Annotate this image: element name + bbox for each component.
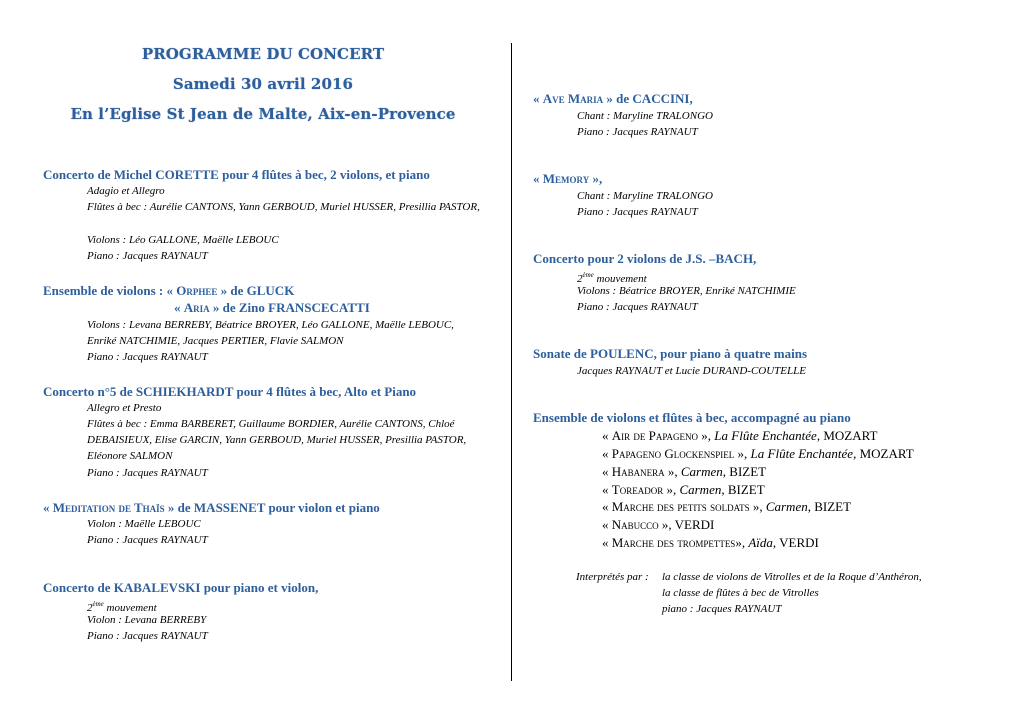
caccini-title: « Ave Maria » de CACCINI,	[533, 91, 693, 106]
caccini-piano: Piano : Jacques RAYNAUT	[577, 126, 698, 138]
corette-piano: Piano : Jacques RAYNAUT	[87, 250, 208, 262]
schiekhardt-piano: Piano : Jacques RAYNAUT	[87, 467, 208, 479]
concert-date: Samedi 30 avril 2016	[172, 75, 354, 93]
corette-tempo: Adagio et Allegro	[87, 185, 165, 197]
corette-violons: Violons : Léo GALLONE, Maëlle LEBOUC	[87, 234, 279, 246]
interpretes-label: Interprétés par :	[576, 571, 649, 583]
corette-title: Concerto de Michel CORETTE pour 4 flûtes à bec, 2 violons, et piano	[43, 167, 430, 182]
interpretes-line: piano : Jacques RAYNAUT	[662, 603, 782, 615]
piece-item: « Air de Papageno », La Flûte Enchantée, MOZART	[602, 428, 878, 443]
bach-title: Concerto pour 2 violons de J.S. –BACH,	[533, 251, 757, 266]
programme-title: PROGRAMME DU CONCERT	[141, 45, 385, 63]
massenet-violon: Violon : Maëlle LEBOUC	[87, 518, 201, 530]
piece-item: « Marche des petits soldats », Carmen, BIZET	[602, 499, 852, 514]
kabalevski-movement: 2ème mouvement	[87, 600, 157, 614]
ensemble-violons: Violons : Levana BERREBY, Béatrice BROYER, Léo GALLONE, Maëlle LEBOUC, Enriké NATCHIMIE, Jacques PERTIER, Flavie SALMON	[87, 319, 454, 347]
kabalevski-piano: Piano : Jacques RAYNAUT	[87, 630, 208, 642]
interpretes-line: la classe de flûtes à bec de Vitrolles	[662, 587, 819, 599]
poulenc-performers: Jacques RAYNAUT et Lucie DURAND-COUTELLE	[577, 365, 806, 377]
final-ensemble-title: Ensemble de violons et flûtes à bec, accompagné au piano	[533, 410, 851, 425]
schiekhardt-tempo: Allegro et Presto	[87, 402, 162, 414]
memory-piano: Piano : Jacques RAYNAUT	[577, 206, 698, 218]
gluck-piece: « Orphee » de GLUCK	[166, 283, 295, 298]
caccini-chant: Chant : Maryline TRALONGO	[577, 110, 713, 122]
poulenc-title: Sonate de POULENC, pour piano à quatre mains	[533, 346, 808, 361]
ensemble-title-line2: « Aria » de Zino FRANSCECATTI	[174, 300, 370, 315]
bach-movement: 2ème mouvement	[577, 271, 647, 285]
schiekhardt-flutes: Flûtes à bec : Emma BARBERET, Guillaume BORDIER, Aurélie CANTONS, Chloé DEBAISIEUX, Elise GARCIN, Yann GERBOUD, Muriel HUSSER, Presillia PASTOR, Eléonore SALMON	[87, 418, 467, 462]
ensemble-prefix: Ensemble de violons :	[43, 283, 164, 298]
bach-violons: Violons : Béatrice BROYER, Enriké NATCHIMIE	[577, 285, 796, 297]
piece-item: « Habanera », Carmen, BIZET	[602, 464, 767, 479]
memory-chant: Chant : Maryline TRALONGO	[577, 190, 713, 202]
piece-item: « Nabucco », VERDI	[602, 517, 715, 532]
column-divider	[511, 43, 512, 681]
interpretes-line: la classe de violons de Vitrolles et de la Roque d’Anthéron,	[662, 571, 922, 583]
piece-item: « Toreador », Carmen, BIZET	[602, 482, 765, 497]
massenet-piano: Piano : Jacques RAYNAUT	[87, 534, 208, 546]
schiekhardt-title: Concerto n°5 de SCHIEKHARDT pour 4 flûtes à bec, Alto et Piano	[43, 384, 417, 399]
corette-flutes: Flûtes à bec : Aurélie CANTONS, Yann GERBOUD, Muriel HUSSER, Presillia PASTOR,	[87, 201, 480, 213]
piece-item: « Papageno Glockenspiel », La Flûte Enchantée, MOZART	[602, 446, 914, 461]
piece-item: « Marche des trompettes», Aïda, VERDI	[602, 535, 819, 550]
concert-venue: En l’Eglise St Jean de Malte, Aix-en-Provence	[70, 105, 456, 123]
kabalevski-title: Concerto de KABALEVSKI pour piano et violon,	[43, 580, 319, 595]
ensemble-title-line1	[43, 283, 294, 299]
kabalevski-violon: Violon : Levana BERREBY	[87, 614, 207, 626]
massenet-title: « Meditation de Thaïs » de MASSENET pour violon et piano	[43, 500, 380, 515]
ensemble-piano: Piano : Jacques RAYNAUT	[87, 351, 208, 363]
memory-title: « Memory »,	[533, 171, 603, 186]
bach-piano: Piano : Jacques RAYNAUT	[577, 301, 698, 313]
